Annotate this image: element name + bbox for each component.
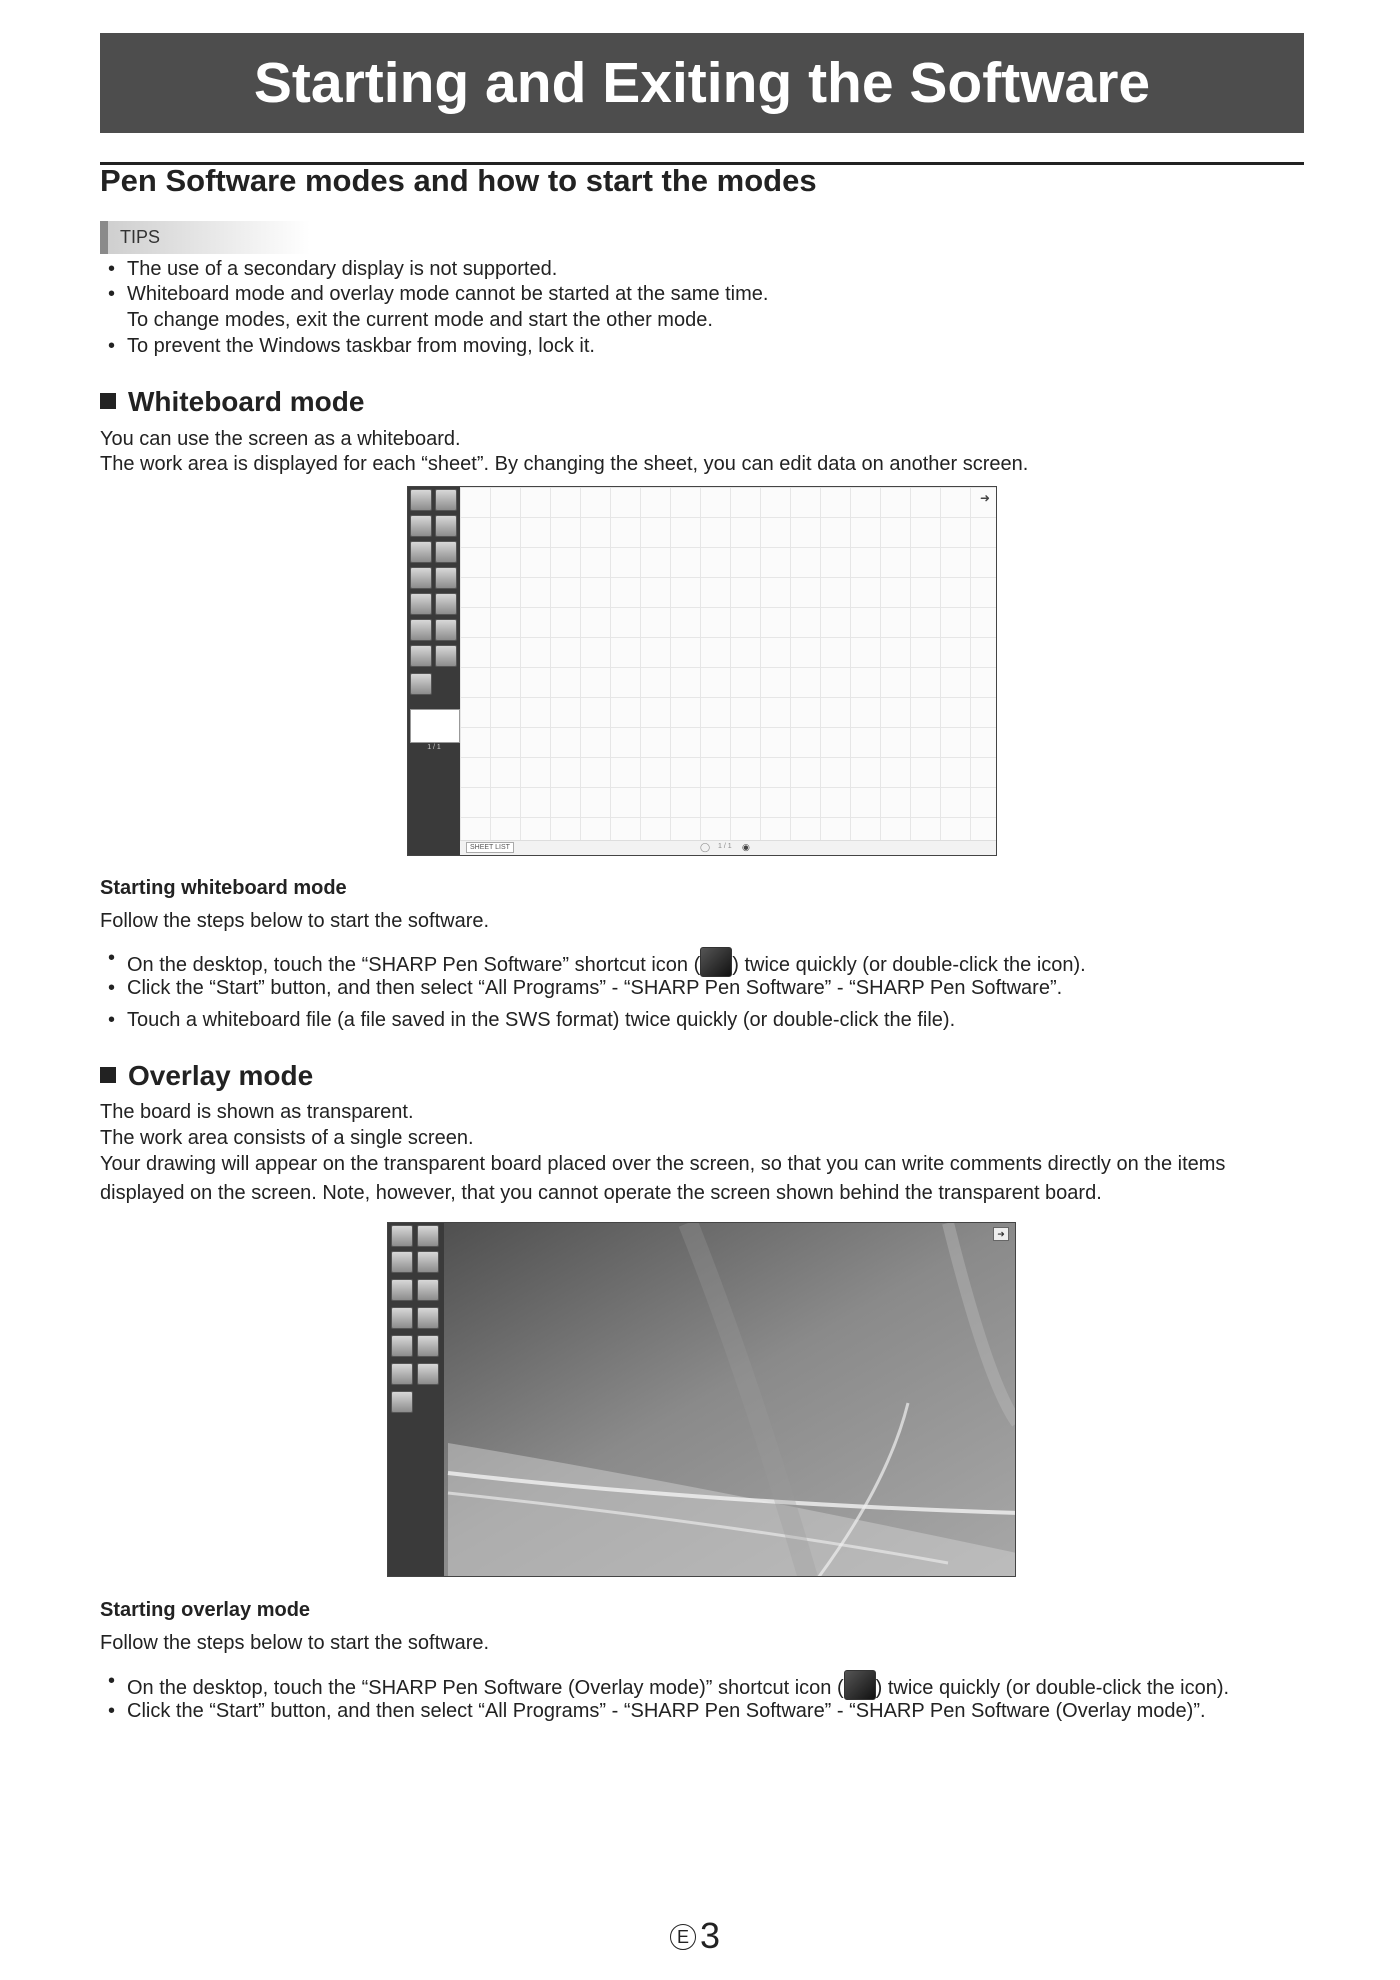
start-overlay-intro: Follow the steps below to start the software. xyxy=(100,1632,490,1654)
marker-icon xyxy=(410,541,432,563)
sheet-thumbnail xyxy=(410,709,460,743)
new-sheet-icon xyxy=(391,1225,413,1247)
print-icon xyxy=(410,645,432,667)
print-icon xyxy=(391,1391,413,1413)
save-icon xyxy=(391,1363,413,1385)
redo-icon xyxy=(417,1335,439,1357)
capture-icon xyxy=(417,1363,439,1385)
eraser-icon xyxy=(435,541,457,563)
minimize-arrow-icon: ➜ xyxy=(979,491,990,505)
page-banner: Starting and Exiting the Software xyxy=(100,33,1304,133)
overlay-desktop-background xyxy=(388,1223,1016,1577)
display-icon xyxy=(410,673,432,695)
undo-icon xyxy=(410,593,432,615)
thumbnail-counter: 1 / 1 xyxy=(427,744,441,751)
hand-icon xyxy=(435,567,457,589)
eraser-icon xyxy=(417,1279,439,1301)
overlay-heading: Overlay mode xyxy=(100,1060,313,1092)
overlay-desc: displayed on the screen. Note, however, that you cannot operate the screen shown behind the transparent board. xyxy=(100,1182,1102,1204)
print-settings-icon xyxy=(435,645,457,667)
tips-label: TIPS xyxy=(100,221,310,254)
square-bullet-icon xyxy=(100,393,116,409)
pen-icon xyxy=(410,515,432,537)
tip-item-continued: To change modes, exit the current mode and start the other mode. xyxy=(127,309,713,331)
sharp-pen-software-shortcut-icon xyxy=(700,947,732,977)
page-number: E 3 xyxy=(670,1915,720,1957)
sharp-pen-overlay-shortcut-icon xyxy=(844,1670,876,1700)
undo-icon xyxy=(391,1335,413,1357)
prev-sheet-icon: ◯ xyxy=(700,842,711,852)
save-icon xyxy=(410,619,432,641)
sheet-list-button: SHEET LIST xyxy=(466,842,514,853)
start-whiteboard-intro: Follow the steps below to start the software. xyxy=(100,910,490,932)
overlay-toolbar xyxy=(388,1223,444,1576)
whiteboard-step: • On the desktop, touch the “SHARP Pen Software” shortcut icon ( ) twice quickly (or double-click the icon). xyxy=(108,947,1086,976)
tip-item: • Whiteboard mode and overlay mode cannot be started at the same time. xyxy=(108,283,769,305)
whiteboard-toolbar xyxy=(408,487,460,855)
tip-item: • The use of a secondary display is not supported. xyxy=(108,258,558,280)
overlay-desc: Your drawing will appear on the transparent board placed over the screen, so that you can write comments directly on the items xyxy=(100,1153,1226,1175)
overlay-step: • On the desktop, touch the “SHARP Pen Software (Overlay mode)” shortcut icon ( ) twice quickly (or double-click the icon). xyxy=(108,1670,1230,1699)
whiteboard-step: • Click the “Start” button, and then select “All Programs” - “SHARP Pen Software” - “SHARP Pen Software”. xyxy=(108,977,1063,999)
pen-settings-icon xyxy=(417,1251,439,1273)
pen-icon xyxy=(391,1251,413,1273)
page-indicator: 1 / 1 xyxy=(718,843,732,850)
open-file-icon xyxy=(435,489,457,511)
overlay-step: • Click the “Start” button, and then select “All Programs” - “SHARP Pen Software” - “SHARP Pen Software (Overlay mode)”. xyxy=(108,1700,1206,1722)
open-file-icon xyxy=(417,1225,439,1247)
whiteboard-heading: Whiteboard mode xyxy=(100,386,364,418)
section-title: Pen Software modes and how to start the modes xyxy=(100,163,817,198)
select-icon xyxy=(410,567,432,589)
marker-icon xyxy=(391,1279,413,1301)
capture-icon xyxy=(435,619,457,641)
new-sheet-icon xyxy=(410,489,432,511)
redo-icon xyxy=(435,593,457,615)
minimize-arrow-icon: ➜ xyxy=(993,1227,1009,1241)
sheet-bar xyxy=(460,840,996,855)
pen-settings-icon xyxy=(435,515,457,537)
zoom-icon xyxy=(417,1307,439,1329)
whiteboard-desc: You can use the screen as a whiteboard. xyxy=(100,428,461,450)
overlay-desc: The work area consists of a single screen. xyxy=(100,1127,474,1149)
start-whiteboard-heading: Starting whiteboard mode xyxy=(100,877,347,899)
select-icon xyxy=(391,1307,413,1329)
language-mark: E xyxy=(670,1924,696,1950)
whiteboard-step: • Touch a whiteboard file (a file saved in the SWS format) twice quickly (or double-click the file). xyxy=(108,1009,956,1031)
start-overlay-heading: Starting overlay mode xyxy=(100,1599,311,1621)
whiteboard-desc: The work area is displayed for each “sheet”. By changing the sheet, you can edit data on another screen. xyxy=(100,453,1029,475)
next-sheet-icon: ◉ xyxy=(742,842,750,852)
whiteboard-canvas xyxy=(460,487,996,841)
overlay-screenshot xyxy=(387,1222,1016,1577)
square-bullet-icon xyxy=(100,1067,116,1083)
whiteboard-screenshot xyxy=(407,486,997,856)
tip-item: • To prevent the Windows taskbar from moving, lock it. xyxy=(108,335,595,357)
overlay-desc: The board is shown as transparent. xyxy=(100,1101,414,1123)
